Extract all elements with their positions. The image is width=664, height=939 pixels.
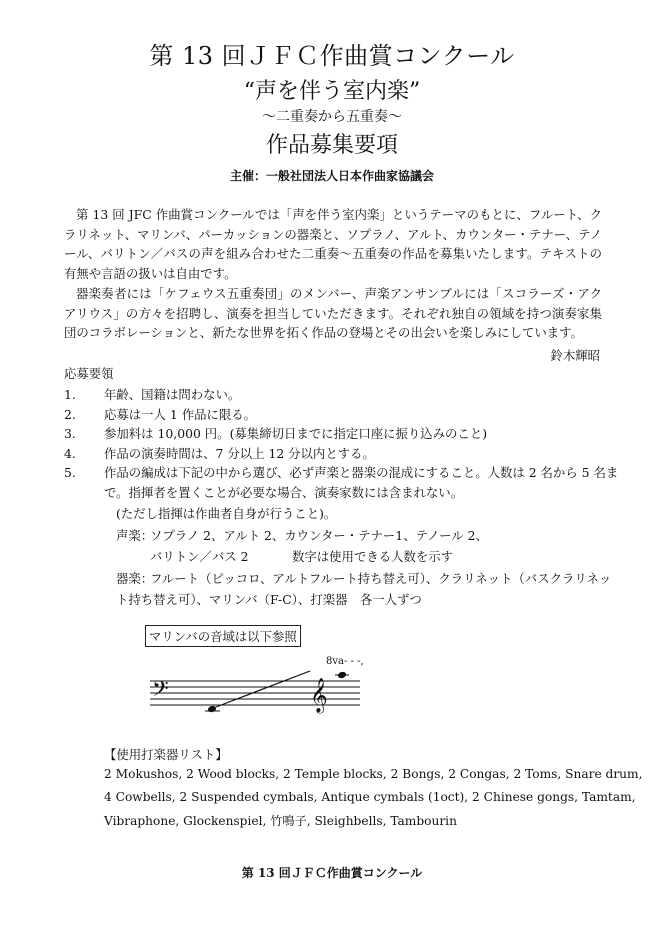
conductor-note: (ただし指揮は作曲者自身が行うこと)。: [116, 506, 337, 521]
requirement-text: 応募は一人 1 作品に限る。: [104, 407, 257, 422]
marimba-range-label: マリンバの音域は以下参照: [145, 625, 301, 647]
section-heading: 作品募集要項: [265, 133, 398, 158]
vocal-line-2: バリトン／バス 2: [150, 549, 249, 564]
requirement-5-line-1: 作品の編成は下記の中から選び、必ず声楽と器楽の混成にすること。人数は 2 名から 5 名ま: [104, 465, 619, 480]
vocal-line-1: ソプラノ 2、アルト 2、カウンター・テナー1、テノール 2、: [150, 528, 488, 543]
staff-lines: [150, 681, 360, 705]
instrument-line-2: ト持ち替え可）、マリンバ（F-C）、打楽器 各一人ずつ: [116, 592, 422, 607]
percussion-line-1: 2 Mokushos, 2 Wood blocks, 2 Temple blocks, 2 Bongs, 2 Congas, 2 Toms, Snare drum,: [104, 767, 643, 781]
page-title: 第 13 回ＪＦＣ作曲賞コンクール: [149, 42, 515, 70]
instrument-label: 器楽：: [116, 571, 154, 586]
bass-clef-icon: 𝄢: [152, 677, 169, 707]
intro-paragraph-2: 器楽奏者には「ケフェウス五重奏団」のメンバー、声楽アンサンブルには「スコラーズ・アクアリウス」の方々を招聘し、演奏を担当していただきます。それぞれ独自の領域を持つ演奏家集団のコラボレーションと、新たな世界を拓く作品の登場とその出会いを楽しみにしています。: [64, 286, 602, 340]
requirement-number: 1.: [64, 387, 76, 402]
requirement-text: 年齢、国籍は問わない。: [104, 387, 241, 402]
low-note: [207, 705, 217, 714]
vocal-label: 声楽：: [116, 528, 154, 543]
requirement-5-line-2: で。指揮者を置くことが必要な場合、演奏家数には含まれない。: [104, 485, 464, 500]
vocal-note: 数字は使用できる人数を示す: [292, 549, 454, 564]
instrument-line-1: フルート（ピッコロ、アルトフルート持ち替え可）、クラリネット（バスクラリネッ: [150, 571, 612, 586]
requirement-text: 参加料は 10,000 円。(募集締切日までに指定口座に振り込みのこと): [104, 426, 488, 441]
requirement-number: 5.: [64, 465, 76, 480]
footer-title: 第 13 回ＪＦＣ作曲賞コンクール: [241, 866, 423, 880]
treble-clef-icon: 𝄞: [310, 678, 328, 713]
marimba-range-staff: [150, 655, 370, 725]
requirement-number: 2.: [64, 407, 76, 422]
octave-mark: 8va- - -,: [326, 656, 364, 667]
theme-title: “声を伴う室内楽”: [243, 79, 421, 104]
requirement-number: 4.: [64, 446, 76, 461]
tagline: ～二重奏から五重奏～: [262, 109, 402, 125]
requirements-title: 応募要領: [64, 366, 114, 381]
intro-paragraph-1: 第 13 回 JFC 作曲賞コンクールでは「声を伴う室内楽」というテーマのもとに、フルート、クラリネット、マリンバ、パーカッションの器楽と、ソプラノ、アルト、カウンター・テナー、テノール、バリトン／バスの声を組み合わせた二重奏～五重奏の作品を募集いたします。テキストの有無や言語の扱いは自由です。: [64, 207, 602, 281]
percussion-list-title: 【使用打楽器リスト】: [104, 747, 228, 762]
percussion-line-2: 4 Cowbells, 2 Suspended cymbals, Antique cymbals (1oct), 2 Chinese gongs, Tamtam,: [104, 790, 636, 804]
requirement-text: 作品の演奏時間は、7 分以上 12 分以内とする。: [104, 446, 375, 461]
range-glissando-line: [216, 671, 310, 707]
author-name: 鈴木輝昭: [550, 348, 600, 363]
percussion-line-3: Vibraphone, Glockenspiel, 竹鳴子, Sleighbells, Tambourin: [104, 814, 457, 828]
requirement-number: 3.: [64, 426, 76, 441]
organizer: 主催：一般社団法人日本作曲家協議会: [229, 169, 434, 183]
